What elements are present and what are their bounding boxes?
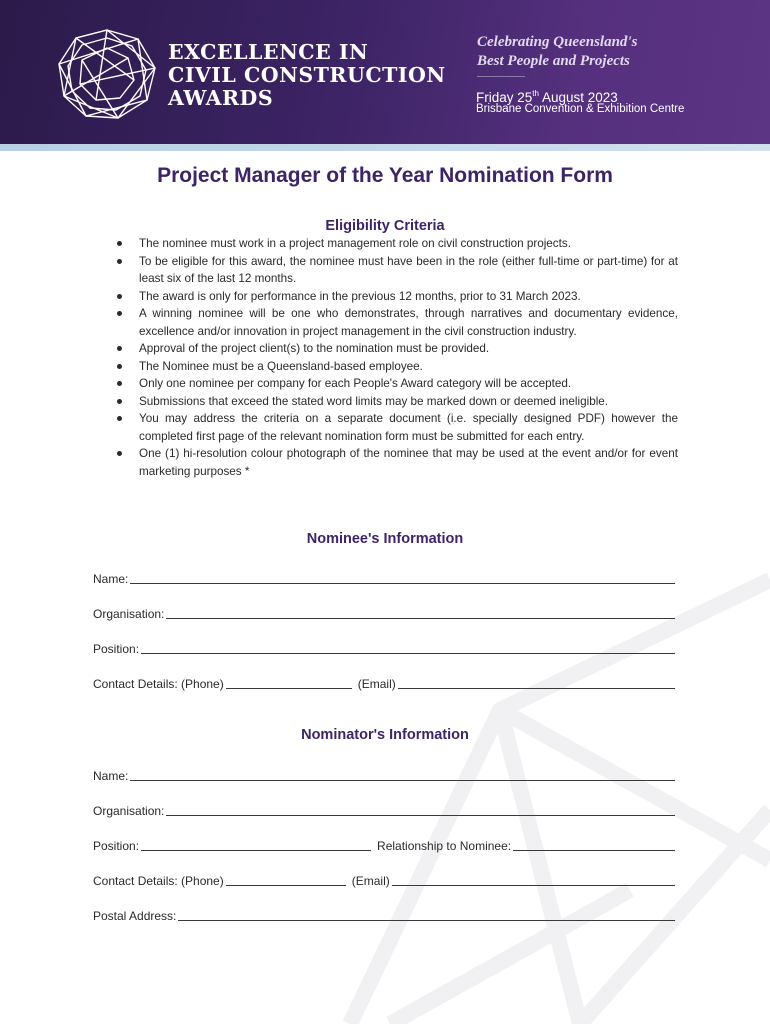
nominator-position-row xyxy=(93,837,677,854)
nominee-position-field[interactable] xyxy=(141,653,675,654)
form-title: Project Manager of the Year Nomination Form xyxy=(157,164,613,187)
nominator-name-field[interactable] xyxy=(130,780,675,781)
background-watermark xyxy=(330,560,770,1024)
nominee-name-row xyxy=(93,570,677,587)
list-item: The nominee must work in a project management role on civil construction projects. xyxy=(115,235,678,253)
nominee-contact-row xyxy=(93,675,677,692)
field-label: Position: xyxy=(93,642,140,656)
list-item: You may address the criteria on a separate document (i.e. specially designed PDF) however the completed first page of the relevant nomination form must be submitted for each entry. xyxy=(115,410,678,445)
nominator-email-field[interactable] xyxy=(392,885,675,886)
field-label: Position: xyxy=(93,839,140,853)
nominator-phone-field[interactable] xyxy=(226,885,346,886)
field-label: Contact Details: (Phone) xyxy=(93,677,224,691)
nominee-position-row xyxy=(93,640,677,657)
nominator-organisation-row xyxy=(93,802,677,819)
brand-line: CIVIL CONSTRUCTION xyxy=(168,63,446,87)
event-venue: Brisbane Convention & Exhibition Centre xyxy=(476,103,685,115)
field-label: Relationship to Nominee: xyxy=(377,839,512,853)
nominator-relationship-field[interactable] xyxy=(513,850,675,851)
field-label: Organisation: xyxy=(93,804,165,818)
nominator-postal-field[interactable] xyxy=(178,920,675,921)
nominator-postal-row xyxy=(93,907,677,924)
brand-wordmark xyxy=(168,41,446,110)
list-item: The Nominee must be a Queensland-based employee. xyxy=(115,358,678,376)
list-item: To be eligible for this award, the nominee must have been in the role (either full-time or part-time) for at least six of the last 12 months. xyxy=(115,253,678,288)
event-date-suffix: th xyxy=(532,89,539,98)
nominee-heading: Nominee's Information xyxy=(306,531,464,547)
brand-line: EXCELLENCE IN xyxy=(168,40,369,64)
nominator-position-field[interactable] xyxy=(141,850,371,851)
list-item: A winning nominee will be one who demonstrates, through narratives and documentary evidence, excellence and/or innovation in project management in the civil construction industry. xyxy=(115,305,678,340)
field-label: Name: xyxy=(93,572,129,586)
nominee-email-field[interactable] xyxy=(398,688,675,689)
event-tagline xyxy=(477,33,717,71)
tagline-line: Best People and Projects xyxy=(477,53,630,69)
nominator-organisation-field[interactable] xyxy=(166,815,675,816)
faceted-gem-logo-icon xyxy=(56,28,158,120)
field-label: Organisation: xyxy=(93,607,165,621)
event-date-day: Friday 25 xyxy=(476,90,533,105)
list-item: Submissions that exceed the stated word limits may be marked down or deemed ineligible. xyxy=(115,393,678,411)
nominator-name-row xyxy=(93,767,677,784)
field-label: Name: xyxy=(93,769,129,783)
header-banner xyxy=(0,0,770,144)
divider xyxy=(477,76,525,77)
event-date-month-year: August 2023 xyxy=(538,90,618,105)
tagline-line: Celebrating Queensland's xyxy=(477,34,638,50)
brand-line: AWARDS xyxy=(168,86,274,110)
nominee-phone-field[interactable] xyxy=(226,688,352,689)
eligibility-heading: Eligibility Criteria xyxy=(325,218,445,234)
list-item: Approval of the project client(s) to the nomination must be provided. xyxy=(115,340,678,358)
nominator-contact-row xyxy=(93,872,677,889)
field-label: Contact Details: (Phone) xyxy=(93,874,224,888)
list-item: The award is only for performance in the previous 12 months, prior to 31 March 2023. xyxy=(115,288,678,306)
field-label: (Email) xyxy=(351,874,390,888)
nominator-heading: Nominator's Information xyxy=(301,727,469,743)
banner-accent-stripe xyxy=(0,144,770,151)
nominee-organisation-row xyxy=(93,605,677,622)
field-label: (Email) xyxy=(357,677,396,691)
field-label: Postal Address: xyxy=(93,909,177,923)
list-item: One (1) hi-resolution colour photograph of the nominee that may be used at the event and/or for event marketing purposes * xyxy=(115,445,678,480)
eligibility-criteria-list xyxy=(115,235,678,480)
nominee-organisation-field[interactable] xyxy=(166,618,675,619)
nominee-name-field[interactable] xyxy=(130,583,675,584)
list-item: Only one nominee per company for each People's Award category will be accepted. xyxy=(115,375,678,393)
